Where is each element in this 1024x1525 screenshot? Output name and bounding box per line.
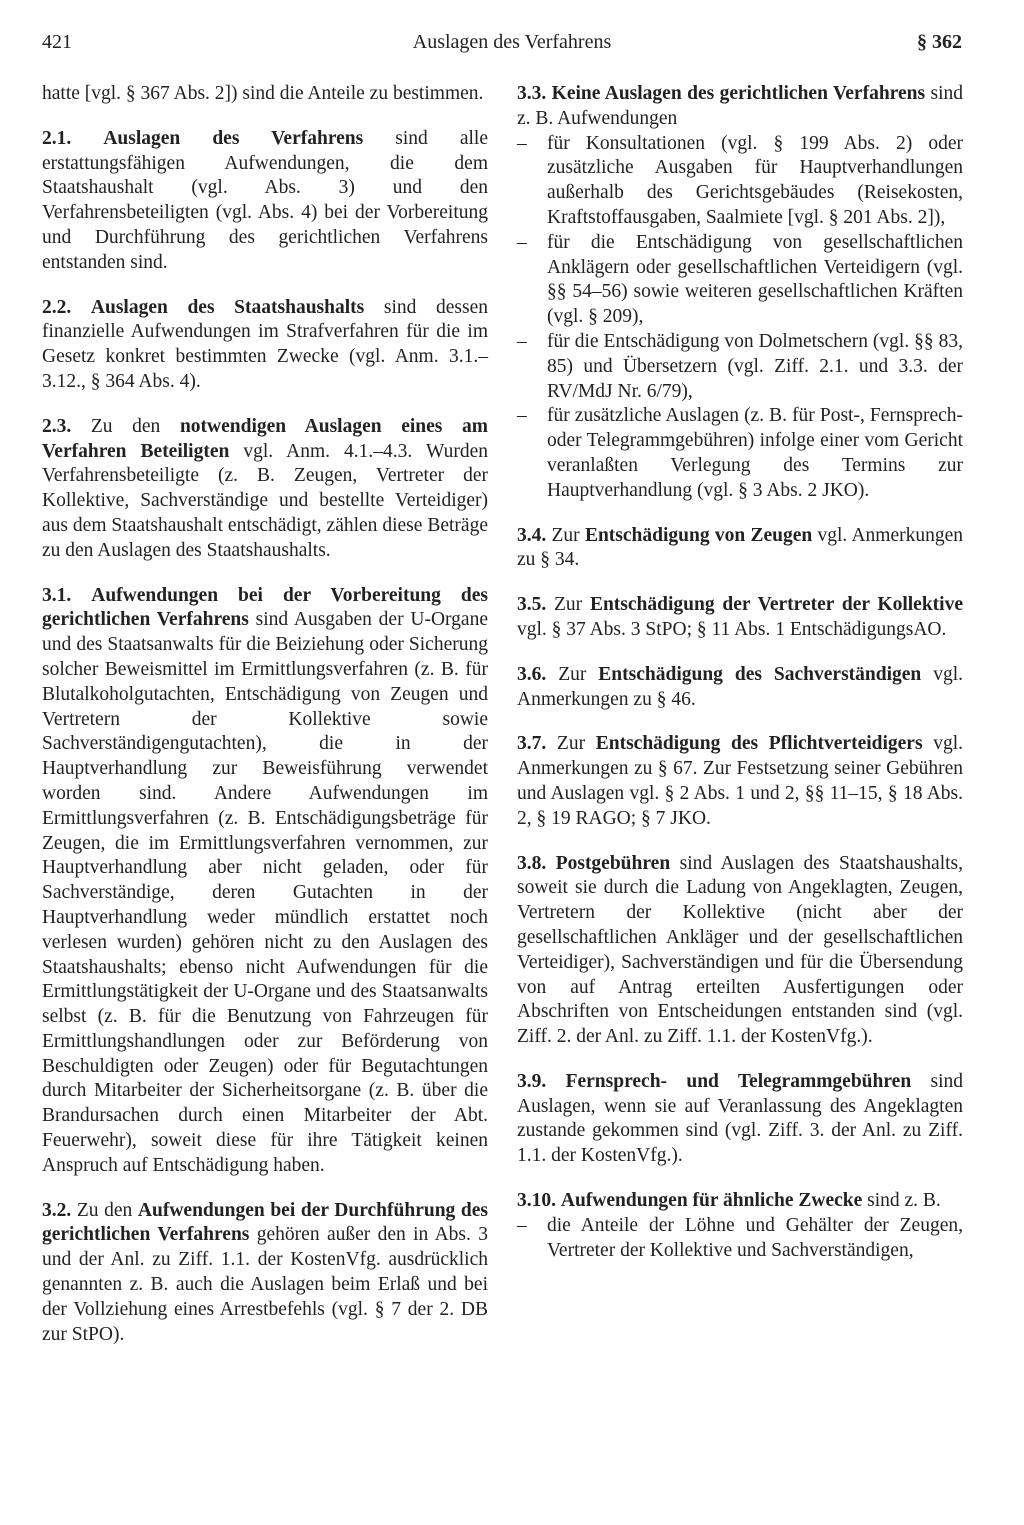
section-number: § 362 — [917, 31, 962, 53]
dash-list — [517, 132, 963, 504]
paragraph-number: 3.7. — [517, 733, 547, 755]
paragraph-text: sind alle erstattungsfähigen Aufwendungen, die dem Staatshaushalt (vgl. Abs. 3) und den Verfahrensbeteiligten (vgl. Abs. 4) bei der Vorbereitung und Durchführung des gerichtlichen Verfahrens entstanden sind. — [42, 127, 489, 273]
paragraph-number: 3.6. — [517, 663, 547, 685]
right-column — [517, 82, 963, 1283]
paragraph-text: sind Ausgaben der U-Organe und des Staatsanwalts für die Beiziehung oder Sicherung solcher Beweismittel im Ermittlungsverfahren (z. B. für Blutalkoholgutachten, Entschädigung von Zeugen und Vertretern der Kollektive sowie Sachverständigengutachten), die in der Hauptverhandlung zur Beweisführung verwendet worden sind. Andere Aufwendungen im Ermittlungsverfahren (z. B. Entschädigungsbeträge für Zeugen, die im Ermittlungsverfahren vernommen, zur Hauptverhandlung aber nicht geladen, oder für Sachverständige, deren Gutachten in der Hauptverhandlung weder mündlich erstattet noch verlesen wurden) gehören nicht zu den Auslagen des Staatshaushalts; ebenso nicht Aufwendungen für die Ermittlungstätigkeit der U-Organe und des Staatsanwalts selbst (z. B. für die Benutzung von Fahrzeugen für Ermittlungshandlungen oder zur Beförderung von Beschuldigten oder Zeugen) oder für Begutachtungen durch Mitarbeiter der Sicherheitsorgane (z. B. über die Brandursachen durch einen Mitarbeiter der Abt. Feuerwehr), soweit diese für ihre Tätigkeit keinen Anspruch auf Entschädigung haben. — [42, 609, 488, 1176]
paragraph-heading: Auslagen des Staatshaushalts — [90, 296, 365, 318]
paragraph-heading: Keine Auslagen des gerichtlichen Verfahrens — [551, 83, 926, 104]
list-item: – für Konsultationen (vgl. § 199 Abs. 2) oder zusätzliche Ausgaben für Hauptverhandlungen außerhalb des Gerichtsgebäudes (Reisekosten, Kraftstoffausgaben, Saalmiete [vgl. § 201 Abs. 2]), — [517, 132, 963, 231]
paragraph-number: 3.2. — [42, 1199, 72, 1221]
paragraph-heading: Entschädigung der Vertreter der Kollektive — [589, 594, 964, 616]
paragraph-number: 3.3. — [517, 83, 547, 104]
paragraph-3-9 — [517, 1070, 963, 1169]
paragraph-intro — [517, 82, 963, 132]
list-item: – für die Entschädigung von gesellschaftlichen Anklägern oder gesellschaftlichen Verteidigern (vgl. §§ 54–56) sowie weiteren gesellschaftlichen Kräften (vgl. § 209), — [517, 231, 963, 330]
paragraph-heading: Aufwendungen bei der Vorbereitung des gerichtlichen Verfahrens — [42, 584, 488, 631]
paragraph-3-1 — [42, 584, 488, 1179]
paragraph-3-5 — [517, 593, 963, 643]
paragraph-text: sind z. B. Aufwendungen — [517, 83, 963, 129]
paragraph-number: 2.2. — [42, 296, 72, 318]
paragraph-number: 3.1. — [42, 584, 72, 606]
paragraph-number: 2.3. — [42, 415, 72, 437]
paragraph-text: gehören außer den in Abs. 3 und der Anl. zu Ziff. 1.1. der KostenVfg. ausdrücklich genannten z. B. auch die Auslagen beim Erlaß und bei der Vollziehung eines Arrestbefehls (vgl. § 7 der 2. DB zur StPO). — [42, 1224, 488, 1345]
paragraph-heading: Entschädigung des Pflichtverteidigers — [595, 733, 923, 755]
paragraph-text: hatte [vgl. § 367 Abs. 2]) sind die Anteile zu bestimmen. — [42, 83, 484, 104]
paragraph-heading: Postgebühren — [555, 852, 671, 874]
paragraph-heading: Aufwendungen für ähnliche Zwecke — [560, 1190, 863, 1212]
paragraph-heading: notwendigen Auslagen eines am Verfahren Beteiligten — [42, 415, 488, 462]
paragraph-heading: Entschädigung von Zeugen — [584, 524, 813, 546]
paragraph-text-lead: Zur — [546, 524, 585, 546]
paragraph-number: 3.5. — [517, 594, 547, 616]
paragraph-number: 3.4. — [517, 524, 547, 546]
paragraph-text-lead: Zu den — [71, 1199, 138, 1221]
paragraph-text-lead: Zu den — [71, 415, 180, 437]
paragraph-heading: Entschädigung des Sachverständigen — [598, 663, 922, 685]
paragraph-text: sind Auslagen des Staatshaushalts, soweit sie durch die Ladung von Angeklagten, Zeugen, Vertretern der Kollektive (nicht aber der gesellschaftlichen Ankläger und der gesellschaftlichen Verteidiger), Sachverständigen und für die Übersendung von auf Antrag erteilten Ausfertigungen oder Abschriften von Entscheidungen entstanden sind (vgl. Ziff. 2. der Anl. zu Ziff. 1.1. der KostenVfg.). — [517, 852, 963, 1048]
paragraph-text: vgl. § 37 Abs. 3 StPO; § 11 Abs. 1 EntschädigungsAO. — [517, 618, 947, 640]
paragraph-heading: Auslagen des Verfahrens — [103, 127, 364, 149]
paragraph-3-2 — [42, 1199, 488, 1348]
paragraph-heading: Aufwendungen bei der Durchführung des gerichtlichen Verfahrens — [42, 1199, 488, 1246]
paragraph-continuation — [42, 82, 488, 107]
paragraph-text: vgl. Anmerkungen zu § 46. — [517, 663, 964, 710]
paragraph-2-3 — [42, 415, 488, 564]
paragraph-number: 3.10. — [517, 1190, 556, 1212]
paragraph-text: vgl. Anm. 4.1.–4.3. Wurden Verfahrensbeteiligte (z. B. Zeugen, Vertreter der Kollektive, Sachverständige und bestellte Verteidiger) aus dem Staatshaushalt entschädigt, zählen diese Beträge zu den Auslagen des Staatshaushalts. — [42, 440, 488, 561]
paragraph-2-1 — [42, 127, 488, 276]
list-item: – für die Entschädigung von Dolmetschern (vgl. §§ 83, 85) und Übersetzern (vgl. Ziff. 2.1. und 3.3. der RV/MdJ Nr. 6/79), — [517, 330, 963, 404]
left-column — [42, 82, 488, 1367]
paragraph-3-7 — [517, 732, 963, 831]
list-item: – die Anteile der Löhne und Gehälter der Zeugen, Vertreter der Kollektive und Sachverständigen, — [517, 1214, 963, 1264]
paragraph-text: sind z. B. — [862, 1190, 941, 1212]
paragraph-text-lead: Zur — [546, 663, 599, 685]
paragraph-text: vgl. Anmerkungen zu § 34. — [517, 524, 963, 571]
page-header — [0, 30, 1024, 58]
paragraph-text: sind dessen finanzielle Aufwendungen im Strafverfahren für die im Gesetz konkret bestimmten Zwecke (vgl. Anm. 3.1.–3.12., § 364 Abs. 4). — [42, 296, 488, 392]
paragraph-number: 2.1. — [42, 127, 72, 149]
paragraph-number: 3.8. — [517, 852, 547, 874]
paragraph-3-6 — [517, 663, 963, 713]
paragraph-intro — [517, 1189, 963, 1214]
paragraph-text: vgl. Anmerkungen zu § 67. Zur Festsetzung seiner Gebühren und Auslagen vgl. § 2 Abs. 1 und 2, §§ 11–15, § 18 Abs. 2, § 19 RAGO; § 7 JKO. — [517, 733, 964, 829]
paragraph-number: 3.9. — [517, 1070, 547, 1092]
paragraph-2-2 — [42, 296, 488, 395]
page-number: 421 — [42, 31, 72, 53]
paragraph-3-8 — [517, 852, 963, 1050]
paragraph-text-lead: Zur — [546, 594, 590, 616]
list-item: – für zusätzliche Auslagen (z. B. für Post-, Fernsprech- oder Telegrammgebühren) infolge einer vom Gericht veranlaßten Verlegung des Termins zur Hauptverhandlung (vgl. § 3 Abs. 2 JKO). — [517, 404, 963, 503]
paragraph-3-3 — [517, 82, 963, 504]
paragraph-text: sind Auslagen, wenn sie auf Veranlassung des Angeklagten zustande gekommen sind (vgl. Ziff. 3. der Anl. zu Ziff. 1.1. der KostenVfg.). — [517, 1070, 964, 1167]
paragraph-3-4 — [517, 524, 963, 574]
paragraph-text-lead: Zur — [546, 733, 596, 755]
paragraph-3-10 — [517, 1189, 963, 1263]
running-title: Auslagen des Verfahrens — [412, 31, 612, 53]
dash-list — [517, 1214, 963, 1264]
paragraph-heading: Fernsprech- und Telegrammgebühren — [565, 1070, 912, 1092]
